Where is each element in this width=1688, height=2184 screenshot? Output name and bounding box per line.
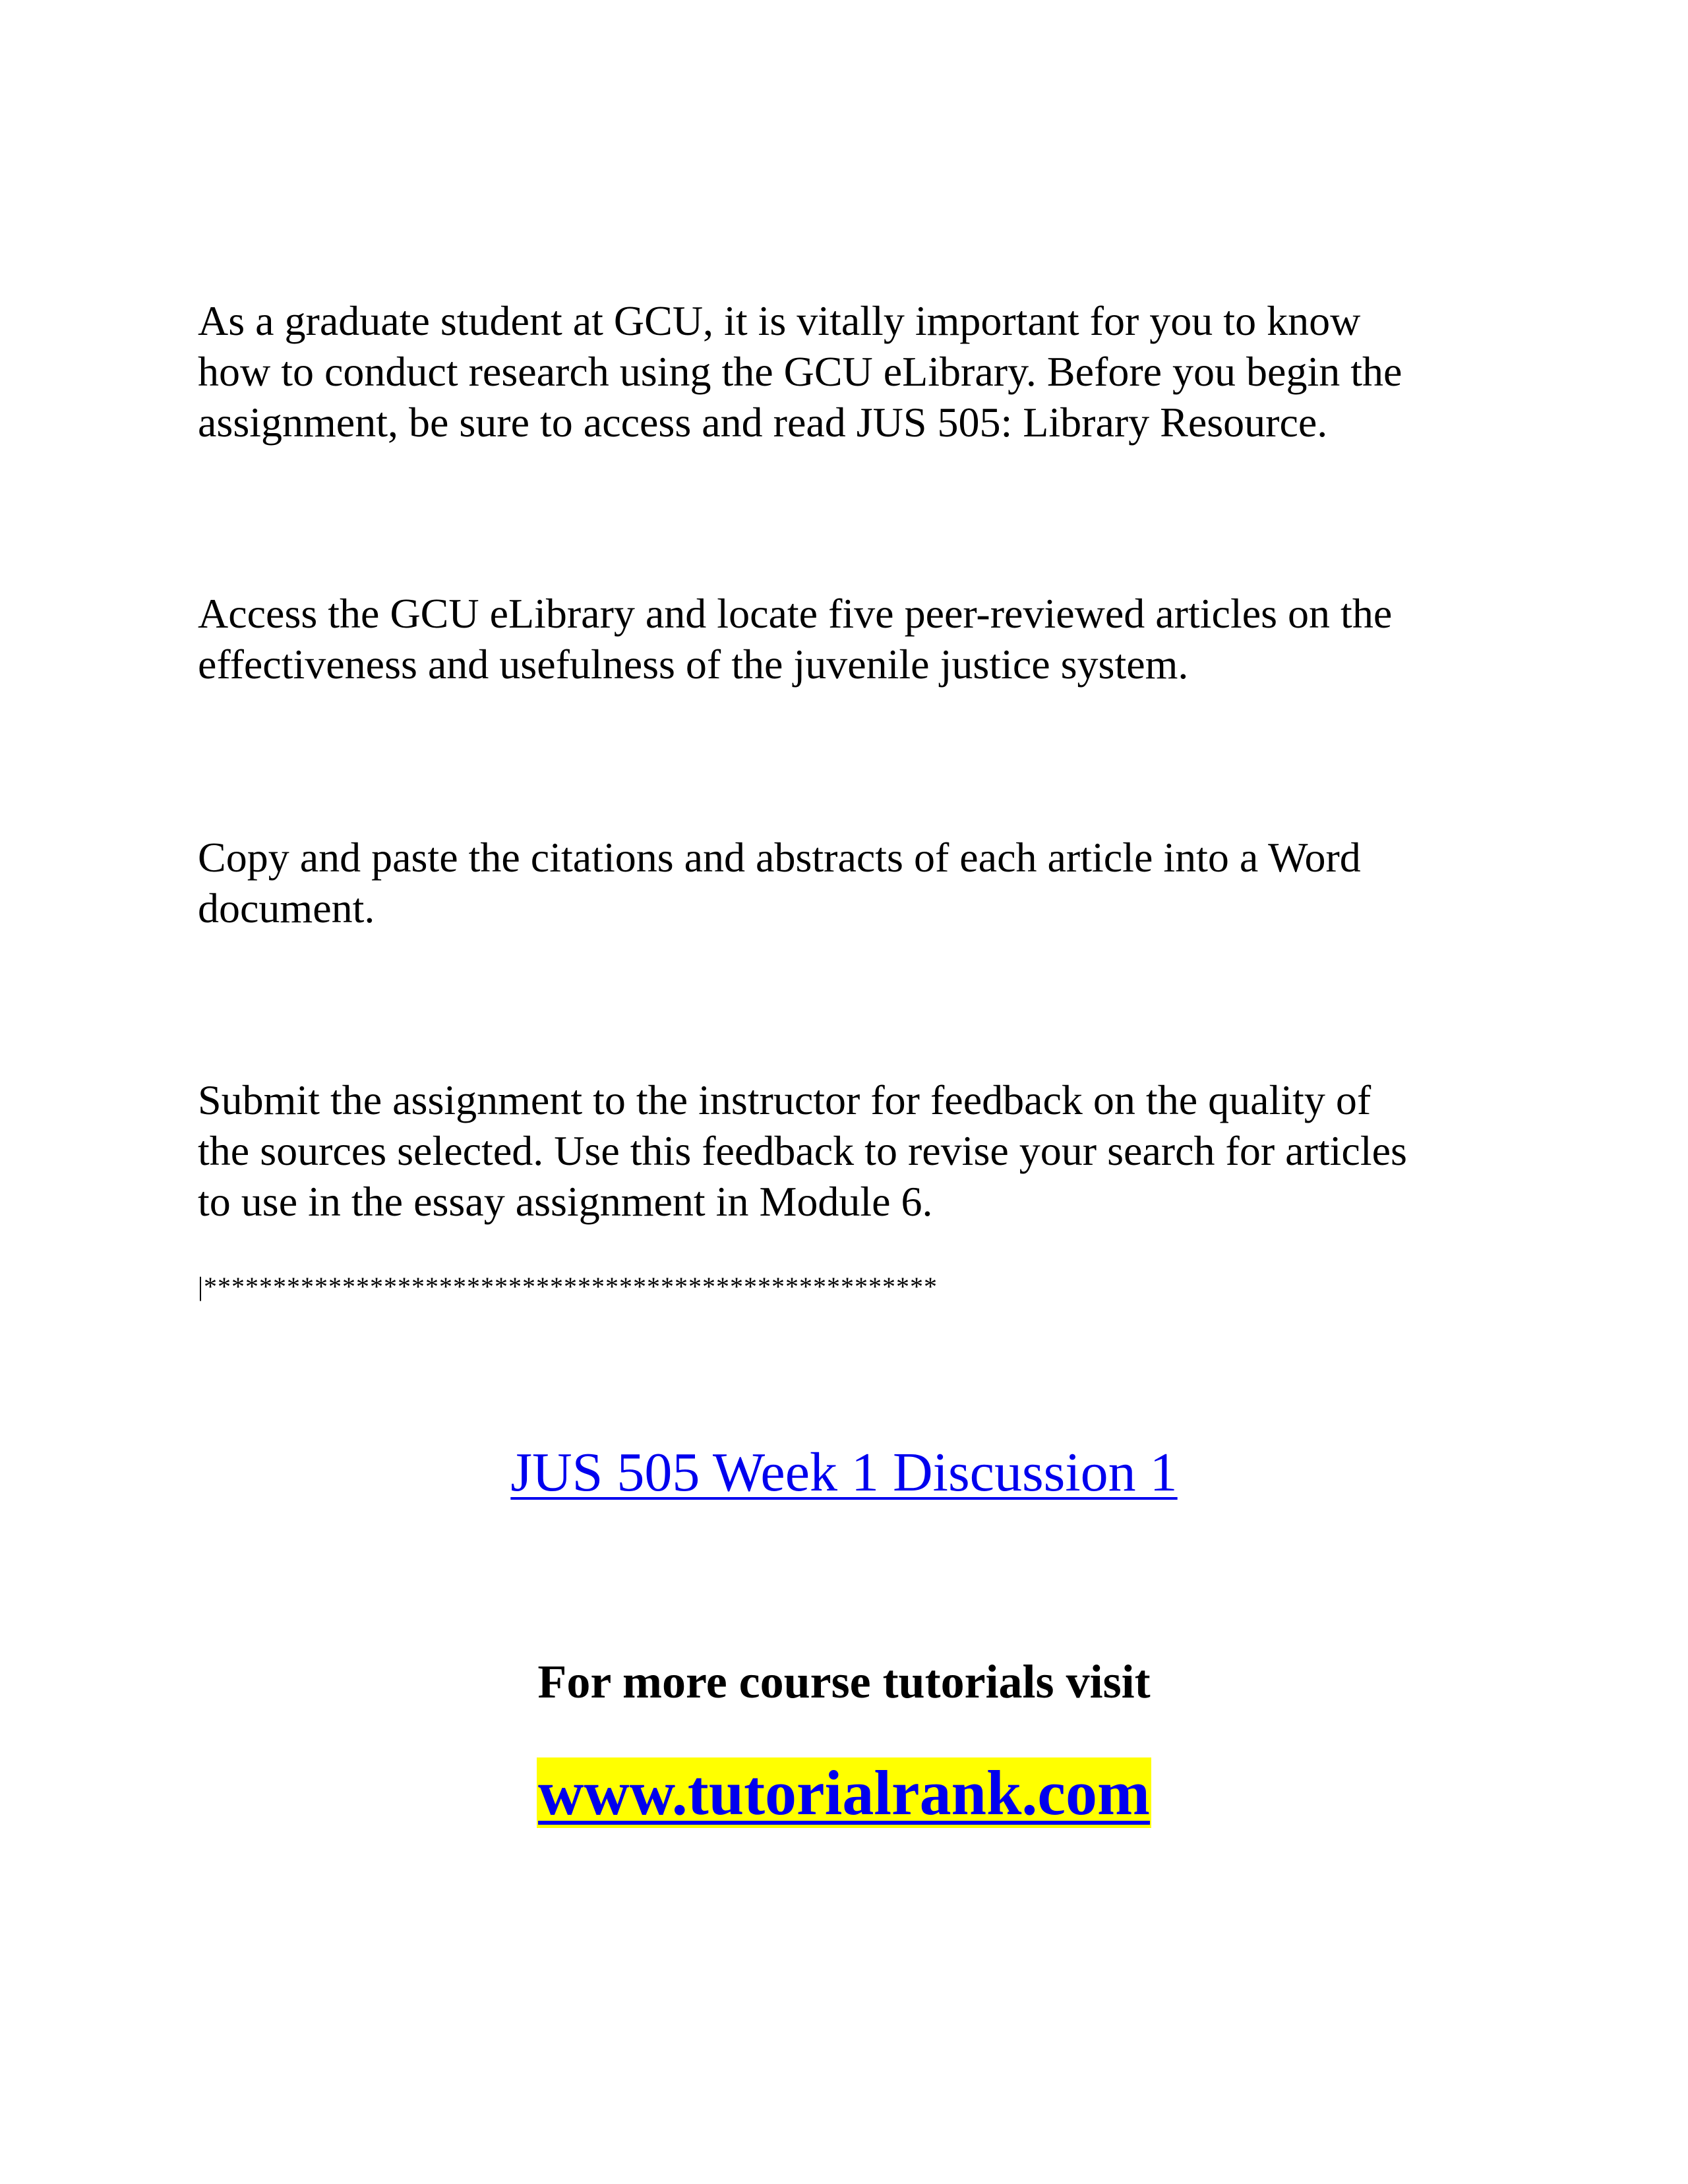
site-link-block [0,1756,1688,1830]
paragraph-line: the sources selected. Use this feedback to revise your search for articles [198,1127,1407,1174]
asterisk-separator: |***************************************************** [198,1272,938,1301]
paragraph-line: assignment, be sure to access and read JUS 505: Library Resource. [198,399,1328,446]
paragraph-line: to use in the essay assignment in Module 6. [198,1178,933,1225]
paragraph-intro [198,295,1517,448]
paragraph-line: document. [198,885,375,931]
week-discussion-link[interactable]: JUS 505 Week 1 Discussion 1 [510,1442,1178,1503]
week-discussion-block [0,1440,1688,1506]
tutorialrank-link[interactable]: www.tutorialrank.com [538,1757,1150,1828]
paragraph-access-elibrary [198,588,1517,690]
paragraph-line: effectiveness and usefulness of the juvenile justice system. [198,641,1189,688]
paragraph-line: how to conduct research using the GCU eLibrary. Before you begin the [198,348,1402,395]
more-tutorials-heading: For more course tutorials visit [537,1655,1151,1708]
paragraph-line: As a graduate student at GCU, it is vitally important for you to know [198,297,1361,344]
paragraph-line: Submit the assignment to the instructor for feedback on the quality of [198,1077,1372,1123]
paragraph-submit [198,1075,1517,1227]
paragraph-line: Access the GCU eLibrary and locate five peer-reviewed articles on the [198,590,1393,637]
paragraph-line: Copy and paste the citations and abstracts of each article into a Word [198,834,1361,881]
paragraph-copy-paste [198,832,1517,933]
